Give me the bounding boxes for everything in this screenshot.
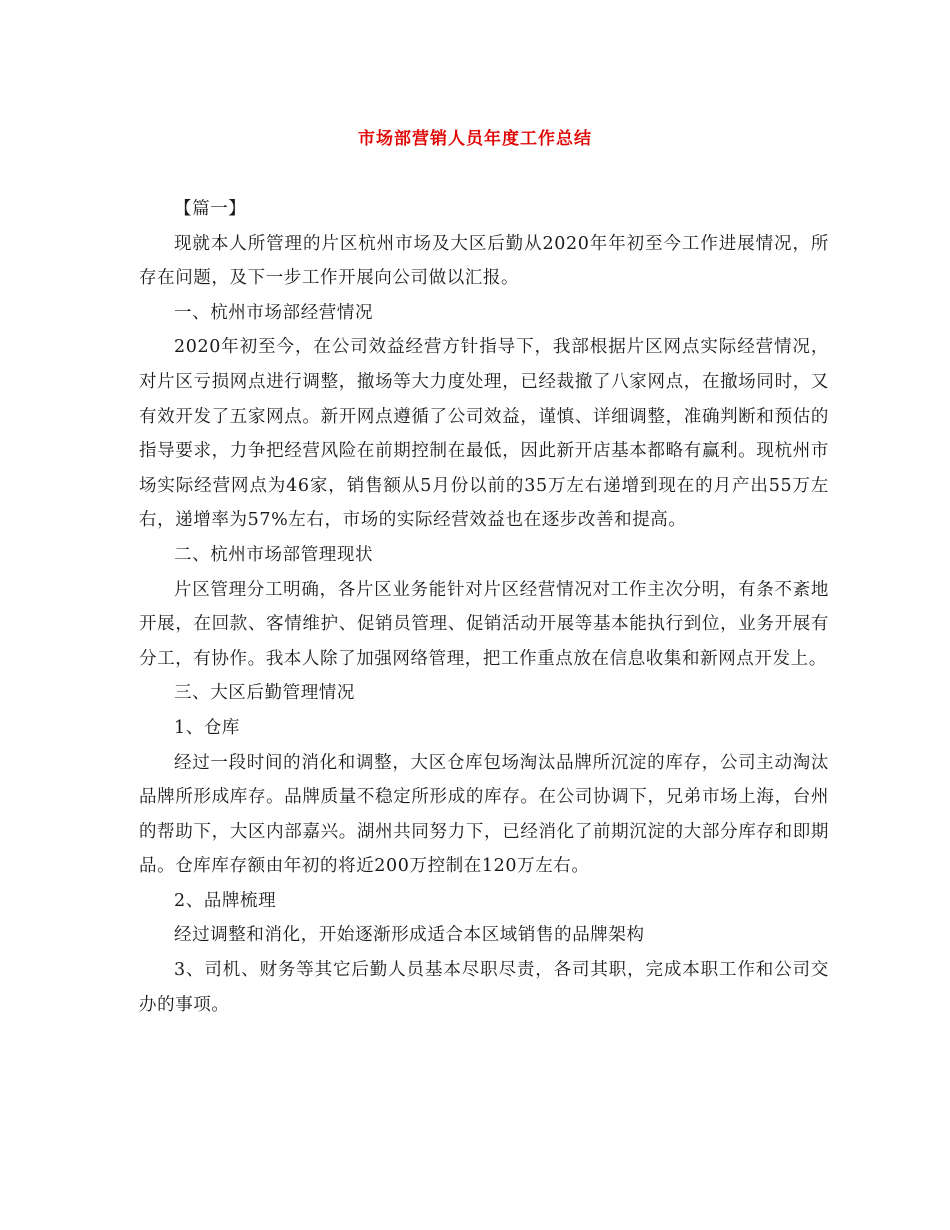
section-heading-2: 二、杭州市场部管理现状 [174,544,374,565]
paragraph-warehouse: 经过一段时间的消化和调整，大区仓库包场淘汰品牌所沉淀的库存，公司主动淘汰品牌所形成库存。品牌质量不稳定所形成的库存。在公司协调下，兄弟市场上海，台州的帮助下，大区内部嘉兴。湖州共同努力下，已经消化了前期沉淀的大部分库存和即期品。仓库库存额由年初的将近200万控制在120万左右。 [139,752,829,877]
paragraph-operations: 2020年初至今，在公司效益经营方针指导下，我部根据片区网点实际经营情况，对片区亏损网点进行调整，撤场等大力度处理，已经裁撤了八家网点，在撤场同时，又有效开发了五家网点。新开网点遵循了公司效益，谨慎、详细调整，准确判断和预估的指导要求，力争把经营风险在前期控制在最低，因此新开店基本都略有赢利。现杭州市场实际经营网点为46家，销售额从5月份以前的35万左右递增到现在的月产出55万左右，递增率为57%左右，市场的实际经营效益也在逐步改善和提高。 [139,337,829,531]
paragraph-brand: 经过调整和消化，开始逐渐形成适合本区域销售的品牌架构 [174,925,645,946]
section-heading-1: 一、杭州市场部经营情况 [174,302,374,323]
document-title: 市场部营销人员年度工作总结 [358,129,592,149]
paragraph-staff: 3、司机、财务等其它后勤人员基本尽职尽责，各司其职，完成本职工作和公司交办的事项。 [139,960,829,1015]
subheading-warehouse: 1、仓库 [174,717,241,738]
intro-paragraph: 现就本人所管理的片区杭州市场及大区后勤从2020年年初至今工作进展情况，所存在问题，及下一步工作开展向公司做以汇报。 [139,233,829,289]
document-body [139,192,829,1022]
section-heading-3: 三、大区后勤管理情况 [174,683,355,704]
section-marker: 【篇一】 [174,199,247,219]
paragraph-management: 片区管理分工明确，各片区业务能针对片区经营情况对工作主次分明，有条不紊地开展，在回款、客情维护、促销员管理、促销活动开展等基本能执行到位，业务开展有分工，有协作。我本人除了加强网络管理，把工作重点放在信息收集和新网点开发上。 [139,579,829,669]
subheading-brand: 2、品牌梳理 [174,890,277,911]
